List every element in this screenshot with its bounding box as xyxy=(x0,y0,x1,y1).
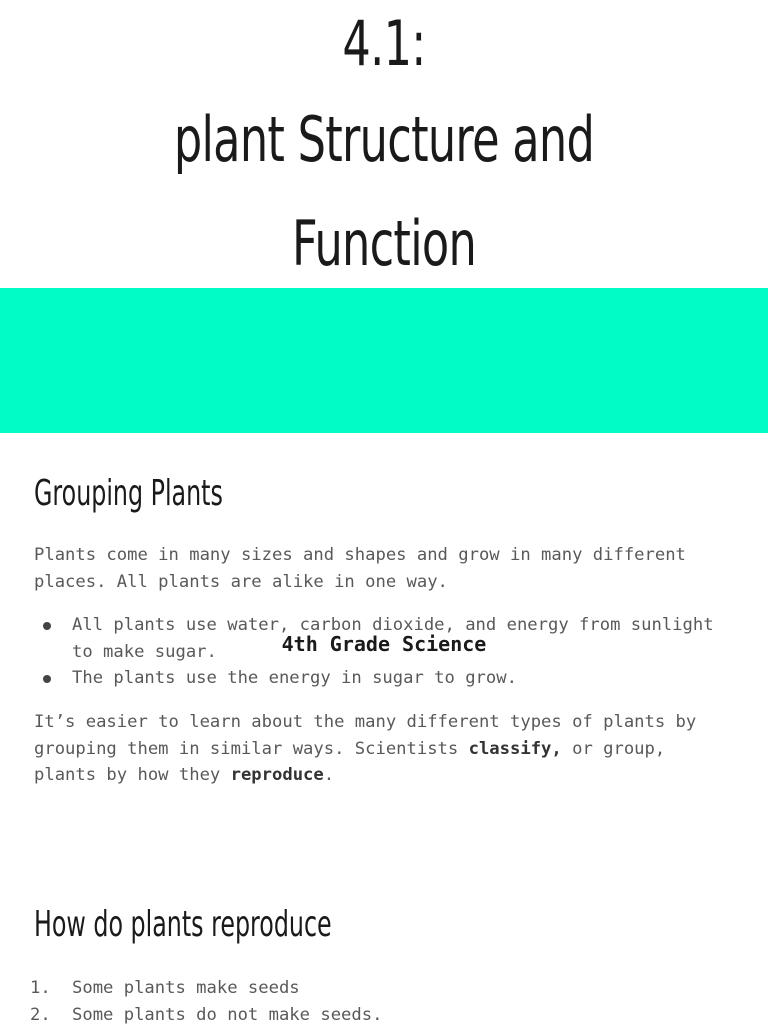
list-item xyxy=(34,665,734,692)
classification-paragraph xyxy=(34,709,734,789)
list-item-text: All plants use water, carbon dioxide, and energy from sunlight to make sugar. xyxy=(72,615,714,662)
paragraph-text: It’s easier to learn about the many different types of plants by grouping them in similar ways. Scientists xyxy=(34,712,697,759)
bullet-list xyxy=(34,612,734,692)
paragraph-text: or group, plants by how they xyxy=(34,738,666,785)
term-reproduce: reproduce xyxy=(230,765,324,785)
list-item xyxy=(24,1002,724,1024)
paragraph-text: . xyxy=(323,765,335,785)
bullet-icon xyxy=(43,622,51,630)
intro-paragraph: Plants come in many sizes and shapes and grow in many different places. All plants are alike in one way. xyxy=(34,545,686,592)
numbered-list xyxy=(24,975,724,1024)
list-item xyxy=(34,612,734,665)
section-heading-reproduce: How do plants reproduce xyxy=(34,904,332,945)
list-number: 1. xyxy=(30,978,51,998)
title-line-2: plant Structure and xyxy=(173,103,595,176)
subtitle: 4th Grade Science xyxy=(281,632,487,656)
list-number: 2. xyxy=(30,1004,51,1024)
list-item-text: Some plants do not make seeds. xyxy=(72,1004,383,1024)
bullet-icon xyxy=(43,675,51,683)
section-heading-grouping-plants: Grouping Plants xyxy=(34,473,223,514)
page-title xyxy=(0,0,768,296)
list-item-text: The plants use the energy in sugar to grow. xyxy=(72,668,517,688)
list-item xyxy=(24,975,724,1002)
title-line-1: 4.1: xyxy=(342,7,426,80)
list-item-text: Some plants make seeds xyxy=(72,978,300,998)
term-classify: classify, xyxy=(468,738,562,759)
title-line-3: Function xyxy=(291,207,477,280)
